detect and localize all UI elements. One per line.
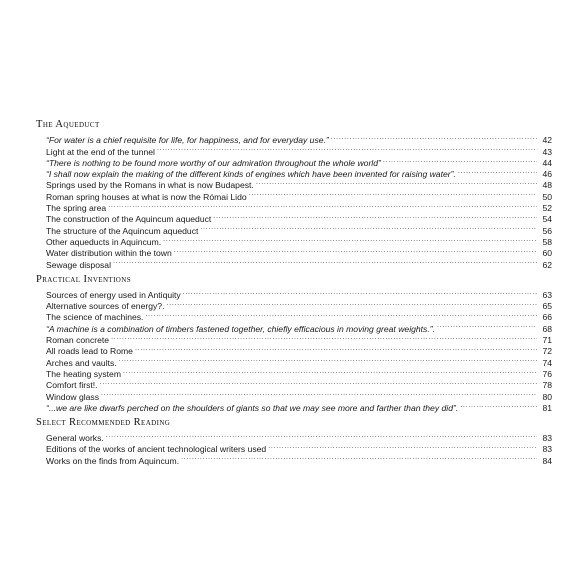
entry-page-number: 46: [542, 169, 552, 180]
dot-leader: [248, 188, 537, 199]
entry-title: Roman spring houses at what is now the Római Lido: [46, 191, 247, 202]
dot-leader: [100, 388, 537, 399]
dot-leader: [267, 441, 537, 452]
entry-title: “There is nothing to be found more worthy of our admiration throughout the whole world”: [46, 157, 381, 168]
toc-entry: [36, 388, 552, 402]
dot-leader: [122, 366, 537, 377]
entry-title: The spring area: [46, 203, 107, 214]
entry-page-number: 81: [542, 402, 552, 413]
dot-leader: [144, 309, 537, 320]
dot-leader: [165, 298, 537, 309]
toc-section: [36, 416, 552, 464]
dot-leader: [330, 132, 537, 143]
dot-leader: [156, 143, 537, 154]
entry-page-number: 66: [542, 312, 552, 323]
entry-page-number: 71: [542, 335, 552, 346]
entry-page-number: 84: [542, 455, 552, 466]
table-of-contents: [36, 118, 552, 464]
dot-leader: [436, 320, 537, 331]
toc-entry: [36, 287, 552, 298]
entry-title: Works on the finds from Aquincum.: [46, 455, 180, 466]
dot-leader: [182, 287, 537, 298]
entry-title: The science of machines.: [46, 312, 144, 323]
dot-leader: [180, 452, 537, 463]
entry-page-number: 50: [542, 191, 552, 202]
entry-title: Editions of the works of ancient technological writers used: [46, 444, 267, 455]
section-heading: Practical Inventions: [36, 273, 132, 285]
entry-title: General works.: [46, 433, 104, 444]
toc-entry: [36, 400, 552, 411]
entry-title: The construction of the Aquincum aqueduct: [46, 214, 212, 225]
entry-page-number: 60: [542, 248, 552, 259]
section-heading: The Aqueduct: [36, 119, 100, 130]
toc-section: [36, 118, 552, 268]
toc-entry: [36, 200, 552, 214]
entry-page-number: 83: [542, 433, 552, 444]
entry-title: Window glass: [46, 391, 100, 402]
dot-leader: [162, 234, 537, 245]
dot-leader: [212, 211, 537, 222]
entry-title: “I shall now explain the making of the different kinds of engines which have been invented for raising water”.: [46, 169, 456, 180]
entry-page-number: 42: [542, 135, 552, 146]
entry-title: The structure of the Aquincum aqueduct: [46, 225, 199, 236]
entry-page-number: 72: [542, 346, 552, 357]
entry-title: Light at the end of the tunnel: [46, 146, 155, 157]
entry-page-number: 52: [542, 203, 552, 214]
entry-page-number: 48: [542, 180, 552, 191]
toc-section: [36, 273, 552, 411]
entry-title: Sources of energy used in Antiquity: [46, 289, 181, 300]
entry-title: Springs used by the Romans in what is now Budapest.: [46, 180, 254, 191]
entry-page-number: 68: [542, 323, 552, 334]
dot-leader: [255, 177, 537, 188]
entry-title: “...we are like dwarfs perched on the shoulders of giants so that we may see more and farther than they did”.: [46, 402, 459, 413]
toc-entry: [36, 256, 552, 270]
dot-leader: [118, 354, 537, 365]
dot-leader: [105, 430, 537, 441]
entry-page-number: 80: [542, 391, 552, 402]
entry-page-number: 56: [542, 225, 552, 236]
dot-leader: [459, 400, 537, 411]
entry-page-number: 65: [542, 301, 552, 312]
toc-entry-list: [36, 287, 552, 411]
toc-entry: [36, 332, 552, 346]
dot-leader: [382, 155, 537, 166]
dot-leader: [107, 200, 537, 211]
dot-leader: [199, 222, 537, 233]
entry-title: Comfort first!.: [46, 380, 98, 391]
entry-page-number: 83: [542, 444, 552, 455]
dot-leader: [457, 166, 537, 177]
entry-title: Alternative sources of energy?.: [46, 301, 165, 312]
toc-entry: [36, 343, 552, 357]
toc-entry: [36, 430, 552, 444]
entry-page-number: 62: [542, 259, 552, 270]
entry-page-number: 78: [542, 380, 552, 391]
toc-entry: [36, 441, 552, 455]
toc-entry: [36, 377, 552, 391]
toc-entry-list: [36, 132, 552, 268]
dot-leader: [99, 377, 537, 388]
entry-page-number: 43: [542, 146, 552, 157]
dot-leader: [112, 256, 537, 267]
entry-title: All roads lead to Rome: [46, 346, 133, 357]
toc-entry-list: [36, 430, 552, 464]
entry-title: Arches and vaults.: [46, 357, 117, 368]
toc-entry: [36, 211, 552, 225]
entry-page-number: 58: [542, 236, 552, 247]
entry-page-number: 63: [542, 289, 552, 300]
entry-title: Water distribution within the town: [46, 248, 172, 259]
entry-title: The heating system: [46, 368, 121, 379]
dot-leader: [134, 343, 537, 354]
entry-title: Sewage disposal: [46, 259, 111, 270]
dot-leader: [173, 245, 537, 256]
entry-title: “For water is a chief requisite for life, for happiness, and for everyday use.”: [46, 135, 329, 146]
section-heading: Select Recommended Reading: [36, 416, 171, 428]
entry-page-number: 74: [542, 357, 552, 368]
entry-title: “A machine is a combination of timbers fastened together, chiefly efficacious in moving great weights.”.: [46, 323, 435, 334]
entry-title: Roman concrete: [46, 335, 110, 346]
toc-entry: [36, 132, 552, 146]
entry-title: Other aqueducts in Aquincum.: [46, 236, 162, 247]
entry-page-number: 54: [542, 214, 552, 225]
entry-page-number: 44: [542, 157, 552, 168]
dot-leader: [110, 332, 537, 343]
entry-page-number: 76: [542, 368, 552, 379]
